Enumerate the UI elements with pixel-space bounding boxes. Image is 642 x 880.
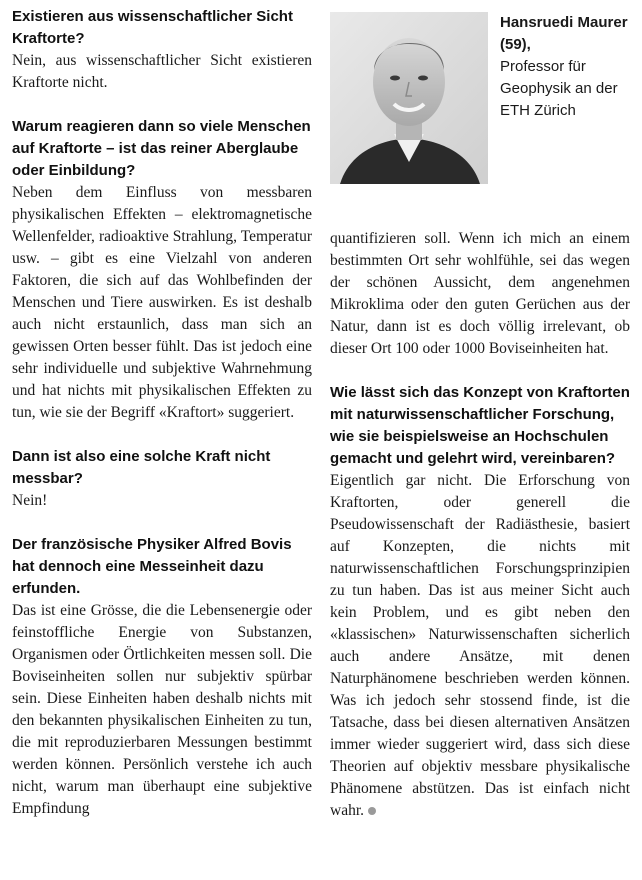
end-mark-icon bbox=[368, 807, 376, 815]
question-heading: Wie lässt sich das Konzept von Kraftorten mit naturwissenschaftlicher Forschung, wie sie beispielsweise an Hochschulen gemacht und gelehrt wird, vereinbaren? bbox=[330, 384, 630, 467]
answer-text: Eigentlich gar nicht. Die Erforschung von Kraftorten, oder generell die Pseudowissenschaft der Radiästhesie, basiert auf Konzepten, die nichts mit naturwissenschaftlichen Forschungsprinzipien zu tun haben. Das ist aus meiner Sicht auch kein Problem, und es gibt neben den «klassischen» Naturwissenschaften sicherlich auch andere Ansätze, mit denen Naturphänomene beschrieben werden können. Was ich jedoch sehr stossend finde, ist die Tatsache, dass bei diesen alternativen Ansätzen immer wieder suggeriert wird, dass sich diese Theorien auf objektiv messbare physikalische Phänomene abstützen. Das ist einfach nicht wahr. bbox=[330, 472, 630, 819]
question-heading: Existieren aus wissenschaftlicher Sicht Kraftorte? bbox=[12, 8, 293, 47]
answer-paragraph: Nein, aus wissenschaftlicher Sicht existieren Kraftorte nicht. bbox=[12, 52, 312, 91]
answer-paragraph: Neben dem Einfluss von messbaren physikalischen Effekten – elektromagnetische Wellenfelder, radioaktive Strahlung, Temperatur usw. – gibt es eine Vielzahl von anderen Faktoren, die sich auf das Wohlbefinden der Menschen und Tiere auswirken. Es ist deshalb auch nicht erstaunlich, dass man sich an gewissen Orten besser fühlt. Das ist jedoch eine sehr individuelle und subjektive Wahrnehmung und hat nichts mit physikalischen Effekten zu tun, wie sie der Begriff «Kraftort» suggeriert. bbox=[12, 184, 312, 421]
section-gap bbox=[12, 94, 312, 116]
section-gap bbox=[12, 512, 312, 534]
answer-paragraph: Nein! bbox=[12, 492, 48, 509]
continued-paragraph: quantifizieren soll. Wenn ich mich an einem bestimmten Ort sehr wohlfühle, sei das wegen der schönen Aussicht, dem angenehmen Mikroklima oder den guten Gerüchen aus der Natur, dann ist es doch völlig irrelevant, ob dieser Ort 100 oder 1000 Boviseinheiten hat. bbox=[330, 230, 630, 357]
person-name: Hansruedi Maurer (59), bbox=[500, 14, 628, 53]
question-heading: Der französische Physiker Alfred Bovis hat dennoch eine Messeinheit dazu erfunden. bbox=[12, 536, 292, 597]
person-role: Professor für Geophysik an der ETH Zürich bbox=[500, 58, 618, 119]
portrait-caption bbox=[500, 12, 640, 122]
left-column bbox=[12, 6, 312, 820]
right-column bbox=[330, 228, 630, 822]
section-gap bbox=[12, 424, 312, 446]
portrait-image bbox=[330, 12, 488, 184]
portrait-photo bbox=[330, 12, 488, 184]
section-gap bbox=[330, 360, 630, 382]
answer-paragraph bbox=[330, 470, 630, 822]
question-heading: Dann ist also eine solche Kraft nicht messbar? bbox=[12, 448, 271, 487]
question-heading: Warum reagieren dann so viele Menschen auf Kraftorte – ist das reiner Aberglaube oder Einbildung? bbox=[12, 118, 311, 179]
answer-paragraph: Das ist eine Grösse, die die Lebensenergie oder feinstoffliche Energie von Substanzen, Organismen oder Örtlichkeiten messen soll. Die Boviseinheiten sollen nur subjektiv spürbar sein. Diese Einheiten haben deshalb nichts mit den bekannten physikalischen Einheiten zu tun, die mit reproduzierbaren Messungen bestimmt werden können. Persönlich verstehe ich auch nicht, warum man überhaupt eine subjektive Empfindung bbox=[12, 602, 312, 817]
